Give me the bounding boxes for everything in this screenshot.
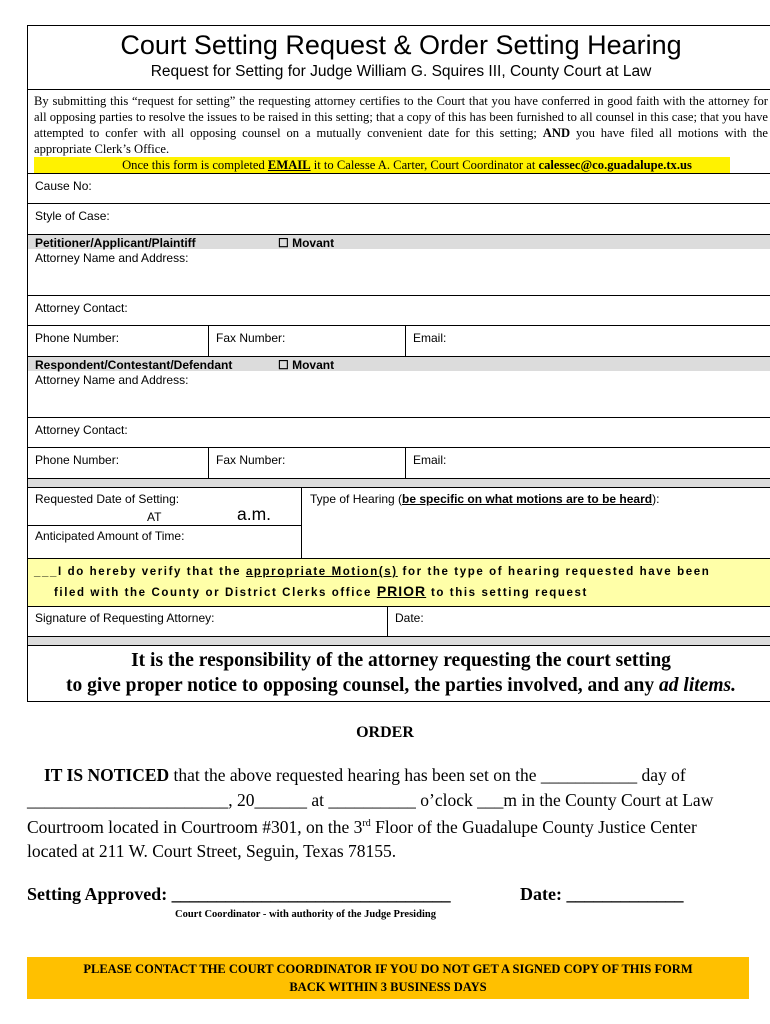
verify-p4: to this setting request	[426, 587, 588, 599]
verify-motions: appropriate Motion(s)	[245, 566, 398, 578]
coordinator-email-link[interactable]: calessec@co.guadalupe.tx.us	[538, 158, 692, 172]
respondent-contact-row	[28, 448, 770, 479]
at-label: AT	[147, 510, 162, 524]
respondent-header	[28, 357, 770, 371]
petitioner-attorney-name-label: Attorney Name and Address:	[35, 251, 189, 265]
respondent-label: Respondent/Contestant/Defendant	[35, 358, 233, 372]
date-time-divider	[28, 525, 301, 526]
footer-line1: PLEASE CONTACT THE COURT COORDINATOR IF YOU DO NOT GET A SIGNED COPY OF THIS FORM	[83, 962, 693, 976]
hearing-request-form	[27, 25, 770, 702]
gray-divider-2	[28, 637, 770, 646]
responsibility-notice	[28, 646, 770, 701]
requested-date-label[interactable]: Requested Date of Setting:	[35, 492, 180, 506]
respondent-fax-label: Fax Number:	[216, 453, 286, 467]
order-line3b: Floor of the Guadalupe County Justice Center	[370, 816, 697, 837]
gray-divider	[28, 479, 770, 488]
respondent-phone-field[interactable]	[28, 448, 209, 478]
order-line4: located at 211 W. Court Street, Seguin, Texas 78155.	[27, 841, 397, 862]
petitioner-contact-row	[28, 326, 770, 357]
verify-p3: filed with the County or District Clerks office	[54, 587, 377, 599]
setting-approved-field[interactable]: Setting Approved: _______________________________	[27, 884, 451, 904]
type-of-hearing-field[interactable]	[302, 488, 770, 558]
order-line2[interactable]: _______________________, 20______ at __________ o’clock ___m in the County Court at Law	[27, 789, 714, 810]
order-line3a: Courtroom located in Courtroom #301, on the 3	[27, 816, 363, 837]
verify-motions-statement[interactable]	[28, 559, 770, 607]
footer-notice	[27, 957, 749, 999]
respondent-attorney-contact-label: Attorney Contact:	[35, 423, 128, 437]
signature-date-label: Date:	[395, 611, 424, 625]
respondent-attorney-name-field[interactable]	[28, 371, 770, 418]
title-box	[28, 26, 770, 90]
verify-prior: PRIOR	[376, 583, 427, 599]
verify-p1: ___I do hereby verify that the	[34, 566, 246, 578]
signature-row	[28, 607, 770, 637]
order-line1[interactable]: that the above requested hearing has been set on the ___________ day of	[169, 765, 686, 785]
order-paragraph	[27, 763, 757, 864]
signature-field[interactable]	[28, 607, 388, 636]
respondent-attorney-contact-field[interactable]	[28, 418, 770, 448]
email-mid: it to Calesse A. Carter, Court Coordinator at	[310, 158, 539, 172]
cause-no-label: Cause No:	[35, 179, 92, 193]
it-is-noticed: IT IS NOTICED	[44, 765, 170, 785]
style-of-case-field[interactable]	[28, 204, 770, 235]
petitioner-attorney-contact-label: Attorney Contact:	[35, 301, 128, 315]
petitioner-email-field[interactable]	[406, 326, 770, 356]
petitioner-label: Petitioner/Applicant/Plaintiff	[35, 236, 196, 250]
email-prefix: Once this form is completed	[122, 158, 268, 172]
approval-date-field[interactable]: Date: _____________	[520, 884, 684, 904]
am-label: a.m.	[237, 504, 272, 524]
signature-label: Signature of Requesting Attorney:	[35, 611, 215, 625]
page-title: Court Setting Request & Order Setting Hearing	[120, 30, 682, 60]
responsibility-ad-litems: ad litems.	[659, 675, 736, 696]
petitioner-email-label: Email:	[413, 331, 447, 345]
respondent-phone-label: Phone Number:	[35, 453, 120, 467]
email-word: EMAIL	[267, 158, 311, 172]
petitioner-phone-field[interactable]	[28, 326, 209, 356]
petitioner-movant-checkbox[interactable]: ☐ Movant	[278, 236, 335, 250]
responsibility-line1: It is the responsibility of the attorney requesting the court setting	[131, 650, 671, 671]
intro-and: AND	[542, 126, 571, 140]
signature-date-field[interactable]	[388, 607, 770, 636]
type-emphasis: be specific on what motions are to be heard	[402, 492, 653, 506]
anticipated-time-label[interactable]: Anticipated Amount of Time:	[35, 529, 185, 543]
order-title: ORDER	[356, 724, 414, 741]
cause-no-field[interactable]	[28, 174, 770, 204]
type-suffix: ):	[652, 492, 660, 506]
respondent-email-field[interactable]	[406, 448, 770, 478]
email-instruction	[34, 157, 730, 173]
verify-p2: for the type of hearing requested have been	[397, 566, 711, 578]
respondent-movant-checkbox[interactable]: ☐ Movant	[278, 358, 335, 372]
intro-paragraph	[28, 90, 770, 174]
petitioner-header	[28, 235, 770, 249]
coordinator-caption: Court Coordinator - with authority of the Judge Presiding	[175, 909, 436, 920]
petitioner-fax-field[interactable]	[209, 326, 406, 356]
type-prefix: Type of Hearing (	[310, 492, 403, 506]
respondent-email-label: Email:	[413, 453, 447, 467]
footer-line2: BACK WITHIN 3 BUSINESS DAYS	[289, 980, 487, 994]
intro-and-text: you have filed all motions with the appropriate Clerk’s Office.	[34, 126, 769, 156]
intro-text: By submitting this “request for setting” the requesting attorney certifies to the Court that you have conferred in good faith with the attorney for all opposing parties to resolve the issues to be raised in this setting; that a copy of this has been furnished to all counsel in this case; that you have attempted to confer with all opposing counsel on a mutually convenient date for this setting;	[34, 94, 768, 140]
petitioner-fax-label: Fax Number:	[216, 331, 286, 345]
setting-date-cell	[28, 488, 302, 558]
respondent-fax-field[interactable]	[209, 448, 406, 478]
petitioner-phone-label: Phone Number:	[35, 331, 120, 345]
style-of-case-label: Style of Case:	[35, 209, 110, 223]
setting-row	[28, 488, 770, 559]
responsibility-line2: to give proper notice to opposing counsel, the parties involved, and any	[66, 675, 660, 696]
order-line3-sup: rd	[362, 818, 371, 829]
petitioner-attorney-name-field[interactable]	[28, 249, 770, 296]
respondent-attorney-name-label: Attorney Name and Address:	[35, 373, 189, 387]
page-subtitle: Request for Setting for Judge William G. Squires III, County Court at Law	[150, 63, 652, 80]
petitioner-attorney-contact-field[interactable]	[28, 296, 770, 326]
